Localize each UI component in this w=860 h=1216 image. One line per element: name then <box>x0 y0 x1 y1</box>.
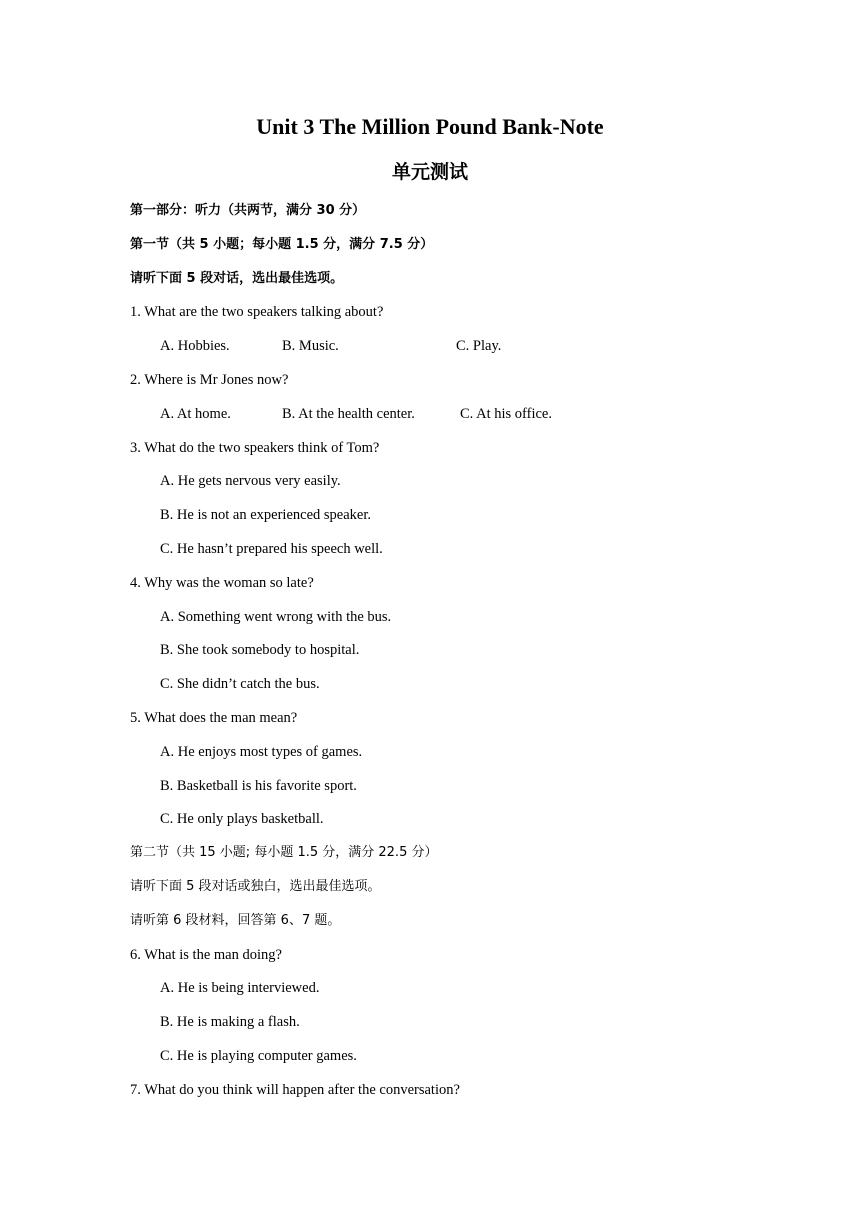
question-text: 7. What do you think will happen after the conversation? <box>130 1081 460 1098</box>
option-c: C. He only plays basketball. <box>160 811 324 828</box>
option-a: A. He is being interviewed. <box>160 980 320 997</box>
question-text: 4. Why was the woman so late? <box>130 574 314 591</box>
option-b: B. She took somebody to hospital. <box>160 642 360 659</box>
option-a: A. At home. <box>160 405 231 422</box>
option-a: A. Something went wrong with the bus. <box>160 608 392 625</box>
option-c: C. He hasn’t prepared his speech well. <box>160 540 383 557</box>
section-heading: 第二节（共 15 小题; 每小题 1.5 分，满分 22.5 分） <box>130 845 438 861</box>
option-b: B. He is not an experienced speaker. <box>160 507 371 524</box>
document-body <box>130 200 750 1113</box>
option-c: C. He is playing computer games. <box>160 1047 357 1064</box>
part-heading: 第一部分：听力（共两节，满分 30 分） <box>130 203 366 218</box>
document-title: Unit 3 The Million Pound Bank-Note <box>256 114 604 139</box>
question-text: 6. What is the man doing? <box>130 946 282 963</box>
option-b: B. Music. <box>282 338 339 355</box>
section-instruction: 请听下面 5 段对话或独白，选出最佳选项。 <box>130 878 381 894</box>
option-c: C. Play. <box>456 338 502 355</box>
option-c: C. At his office. <box>460 405 552 422</box>
options-row <box>130 403 750 437</box>
options-row <box>130 335 750 369</box>
option-a: A. He enjoys most types of games. <box>160 743 363 760</box>
option-b: B. He is making a flash. <box>160 1014 300 1031</box>
option-a: A. Hobbies. <box>160 338 230 355</box>
question-text: 3. What do the two speakers think of Tom? <box>130 439 380 456</box>
question-text: 2. Where is Mr Jones now? <box>130 371 289 388</box>
option-c: C. She didn’t catch the bus. <box>160 676 320 693</box>
option-b: B. Basketball is his favorite sport. <box>160 777 357 794</box>
document-subtitle: 单元测试 <box>391 161 468 183</box>
option-b: B. At the health center. <box>282 405 415 422</box>
question-text: 5. What does the man mean? <box>130 709 298 726</box>
option-a: A. He gets nervous very easily. <box>160 473 341 490</box>
question-text: 1. What are the two speakers talking about? <box>130 304 384 321</box>
material-instruction: 请听第 6 段材料，回答第 6、7 题。 <box>130 912 341 928</box>
section-instruction: 请听下面 5 段对话，选出最佳选项。 <box>130 270 344 286</box>
section-heading: 第一节（共 5 小题；每小题 1.5 分，满分 7.5 分） <box>130 236 434 252</box>
